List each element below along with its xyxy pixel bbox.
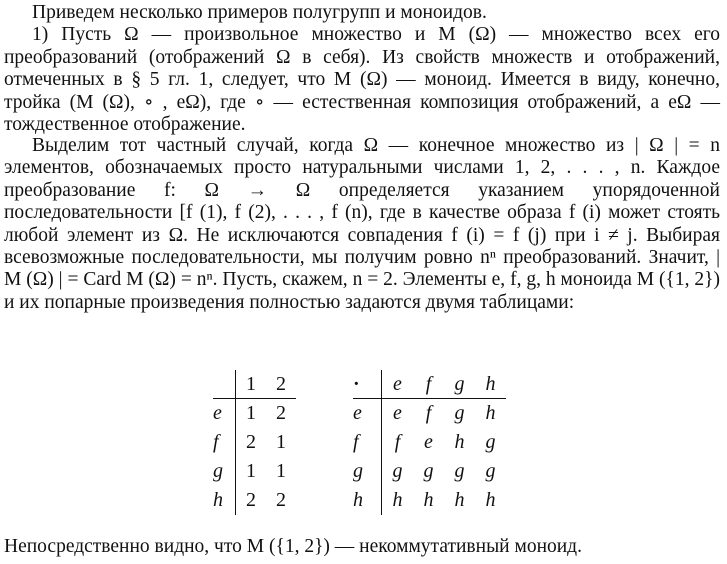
- transformation-table: [213, 370, 296, 515]
- table-header-row: [353, 370, 506, 399]
- table-cell: e: [424, 431, 433, 453]
- row-label: f: [213, 428, 236, 457]
- row-label: e: [353, 399, 382, 429]
- header-cell: f: [413, 370, 444, 399]
- header-cell: 2: [266, 370, 296, 399]
- table-row: [213, 428, 296, 457]
- table-cell: g: [485, 431, 496, 453]
- paragraph-conclusion: [4, 536, 720, 558]
- table-cell: g: [454, 402, 465, 424]
- table-cell: f: [394, 431, 401, 453]
- table-cell: g: [392, 460, 403, 482]
- table-cell: g: [423, 460, 434, 482]
- table-row: [353, 457, 506, 486]
- header-cell: 1: [236, 370, 267, 399]
- table-cell: h: [392, 489, 403, 511]
- example-one-text: 1) Пусть Ω — произвольное множество и M (Ω) — множество всех его преобразований (отображений Ω в себя). Из свойств множеств и отображений, отмеченных в § 5 гл. 1, следует, что M (Ω) — моноид. Имеется в виду, конечно, тройка (M (Ω), ∘ , eΩ), где ∘ — естественная композиция отображений, а eΩ — тождественное отображение.: [4, 24, 720, 136]
- table-header-row: [213, 370, 296, 399]
- table-cell: e: [393, 402, 402, 424]
- paragraph-monoid-examples: [4, 2, 720, 136]
- table-cell: f: [425, 402, 432, 424]
- table-cell: h: [454, 431, 465, 453]
- row-label: h: [213, 486, 236, 515]
- table-row: [213, 457, 296, 486]
- table-row: [353, 428, 506, 457]
- header-cell: e: [382, 370, 414, 399]
- header-cell: g: [444, 370, 475, 399]
- table-cell: g: [454, 460, 465, 482]
- table-cell: h: [454, 489, 465, 511]
- table-cell: 1: [276, 460, 286, 482]
- table-cell: h: [485, 402, 496, 424]
- table-cell: g: [485, 460, 496, 482]
- table-cell: 2: [276, 489, 286, 511]
- table-row: [353, 486, 506, 515]
- table-cell: 2: [246, 431, 256, 453]
- table-row: [353, 399, 506, 429]
- paragraph-finite-case: [4, 135, 720, 314]
- table-cell: 1: [276, 431, 286, 453]
- row-label: f: [353, 428, 382, 457]
- table-cell: h: [423, 489, 434, 511]
- header-cell: h: [475, 370, 506, 399]
- table-corner: [213, 370, 236, 399]
- intro-line: Приведем несколько примеров полугрупп и моноидов.: [32, 2, 487, 23]
- conclusion-text: Непосредственно видно, что M ({1, 2}) — некоммутативный моноид.: [4, 536, 582, 557]
- operation-dot: ·: [353, 370, 382, 399]
- table-cell: 1: [246, 460, 256, 482]
- table-cell: 2: [276, 402, 286, 424]
- table-cell: h: [485, 489, 496, 511]
- table-row: [213, 399, 296, 429]
- finite-case-text: Выделим тот частный случай, когда Ω — конечное множество из | Ω | = n элементов, обозначаемых просто натуральными числами 1, 2, . . . , n. Каждое преобразование f: Ω → Ω определяется указанием упорядоченной последовательности [f (1), f (2), . . . , f (n), где в качестве образа f (i) может стоять любой элемент из Ω. Не исключаются совпадения f (i) = f (j) при i ≠ j. Выбирая всевозможные последовательности, мы получим ровно nⁿ преобразований. Значит, | M (Ω) | = Card M (Ω) = nⁿ. Пусть, скажем, n = 2. Элементы e, f, g, h моноида M ({1, 2}) и их попарные произведения полностью задаются двумя таблицами:: [4, 135, 720, 313]
- table-cell: 2: [246, 489, 256, 511]
- row-label: e: [213, 399, 236, 429]
- table-row: [213, 486, 296, 515]
- row-label: g: [353, 457, 382, 486]
- row-label: g: [213, 457, 236, 486]
- row-label: h: [353, 486, 382, 515]
- multiplication-table: [353, 370, 506, 515]
- table-cell: 1: [246, 402, 256, 424]
